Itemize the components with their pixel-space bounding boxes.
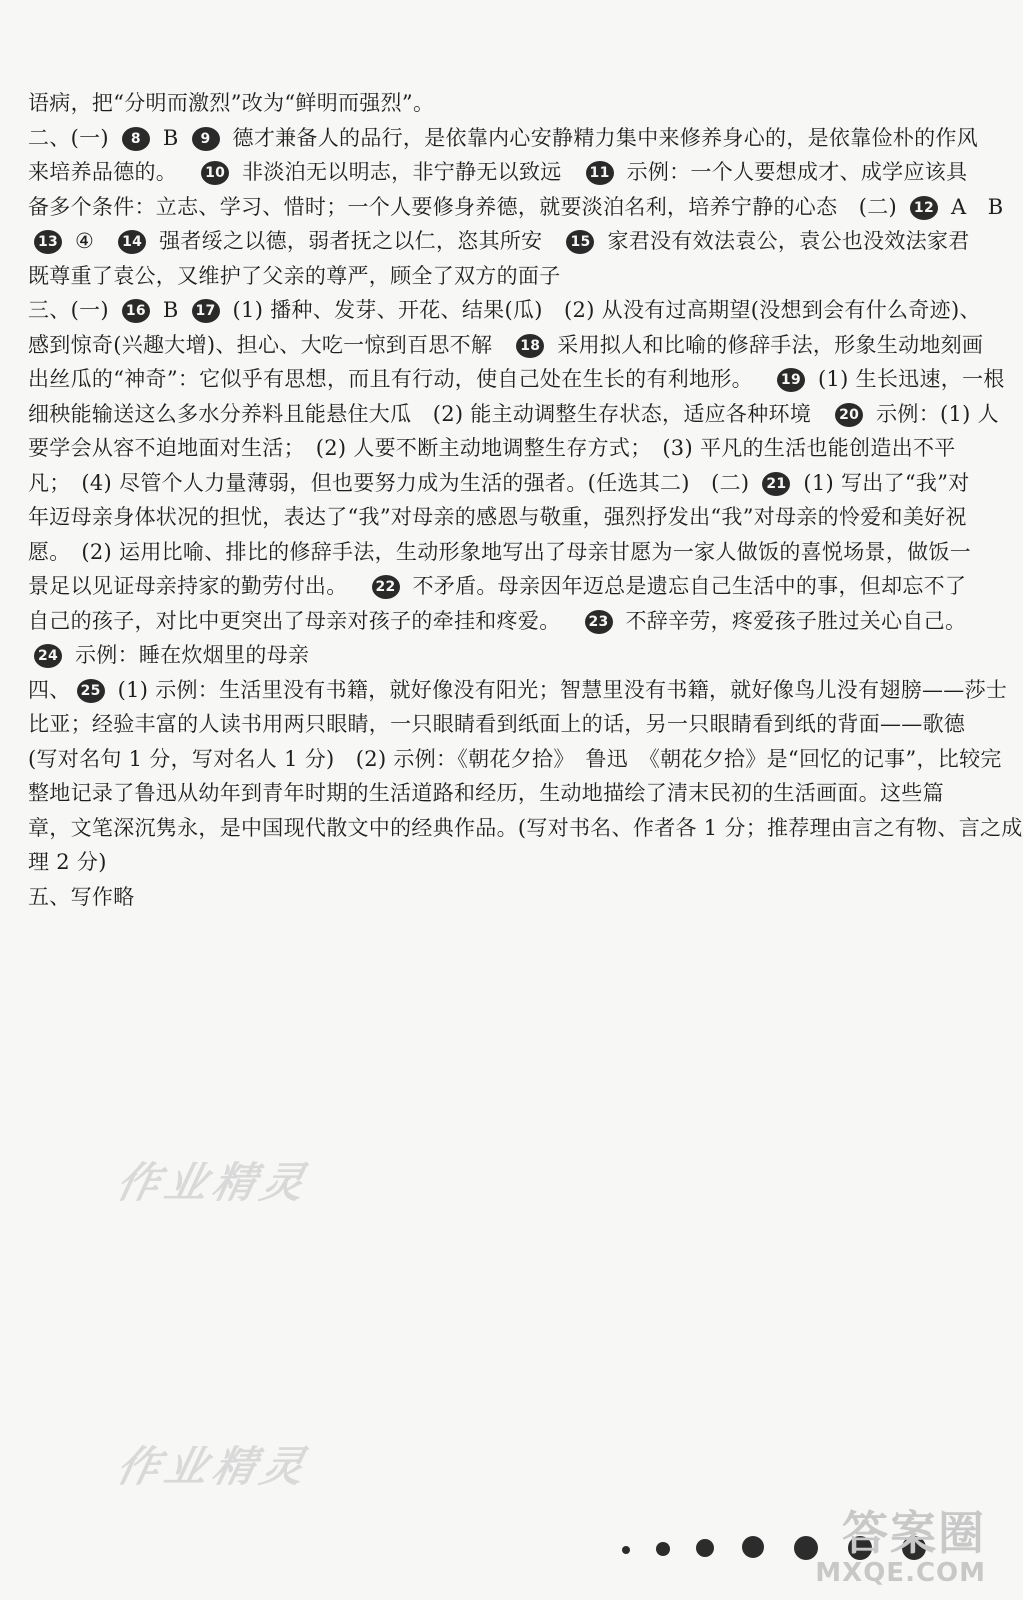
answer-line [28,86,976,121]
answer-line [28,845,976,880]
watermark-2: 作业精灵 [112,1442,315,1491]
answer-text: 示例：一个人要想成才、成学应该具 [619,160,968,184]
answer-text-block [28,86,1023,914]
answer-text: 整地记录了鲁迅从幼年到青年时期的生活道路和经历，生动地描绘了清末民初的生活画面。这些篇 [28,781,944,805]
question-number-badge: 16 [122,299,150,323]
answer-text: 不辞辛劳，疼爱孩子胜过关心自己。 [618,608,967,633]
answer-text: 示例：(1) 人 [869,401,999,426]
answer-text: 二、(一) [28,125,116,150]
question-number-badge: 11 [586,161,614,185]
answer-text: B [155,125,186,150]
question-number-badge: 23 [585,610,613,634]
answer-text: 自己的孩子，对比中更突出了母亲对孩子的牵挂和疼爱。 [28,608,561,633]
question-number-badge: 17 [192,299,220,323]
answer-line [28,742,1002,777]
corner-logo-text: 答案圈 [842,1506,986,1560]
answer-text: (1) 示例：生活里没有书籍，就好像没有阳光；智慧里没有书籍，就好像鸟儿没有翅膀——莎士 [110,677,1008,702]
answer-line [28,673,1008,708]
answer-text: 非淡泊无以明志，非宁静无以致远 [235,160,562,184]
question-number-badge: 14 [118,230,146,254]
question-number-badge: 15 [566,230,594,254]
answer-line [28,466,976,501]
answer-text: (1) 写出了“我”对 [796,470,970,495]
answer-text: 语病，把“分明而激烈”改为“鲜明而强烈”。 [28,91,435,115]
corner-logo-url: MXQE.COM [815,1558,986,1588]
answer-text: 不矛盾。母亲因年迈总是遗忘自己生活中的事，但却忘不了 [405,574,967,598]
answer-text: 景足以见证母亲持家的勤劳付出。 [28,574,348,598]
answer-line [28,500,976,535]
answer-line [28,707,976,742]
answer-line [28,259,976,294]
answer-line [28,535,976,570]
answer-line [28,811,1023,846]
answer-text: 出丝瓜的“神奇”：它似乎有思想，而且有行动，使自己处在生长的有利地形。 [28,367,753,391]
answer-line [28,397,999,432]
corner-logo-watermark [815,1508,986,1588]
answer-text: 强者绥之以德，弱者抚之以仁，恣其所安 [152,229,543,253]
answer-text: 比亚；经验丰富的人读书用两只眼睛，一只眼睛看到纸面上的话，另一只眼睛看到纸的背面——歌德 [28,712,966,736]
answer-text: 备多个条件：立志、学习、惜时；一个人要修身养德，就要淡泊名利，培养宁静的心态 (二) [28,194,904,219]
answer-text: 采用拟人和比喻的修辞手法，形象生动地刻画 [550,332,984,357]
answer-text: 感到惊奇(兴趣大增)、担心、大吃一惊到百思不解 [28,332,493,357]
answer-text: 德才兼备人的品行，是依靠内心安静精力集中来修养身心的，是依靠俭朴的作风 [225,125,979,150]
question-number-badge: 21 [762,472,790,496]
answer-text: 要学会从容不迫地面对生活； (2) 人要不断主动地调整生存方式； (3) 平凡的生活也能创造出不平 [28,436,956,460]
question-number-badge: 24 [34,644,62,668]
answer-line [28,293,981,328]
answer-text: 理 2 分) [28,850,107,874]
question-number-badge: 12 [910,196,938,220]
answer-text: 五、写作略 [28,884,135,909]
question-number-badge: 19 [777,368,805,392]
answer-text: 三、(一) [28,298,116,322]
answer-text: (写对名句 1 分，写对名人 1 分) (2) 示例：《朝花夕拾》 鲁迅 《朝花夕拾》是“回忆的记事”，比较完 [28,746,1002,771]
answer-line [28,431,976,466]
answer-line [28,155,976,190]
answer-text: 凡； (4) 尽管个人力量薄弱，但也要努力成为生活的强者。(任选其二) (二) [28,470,757,495]
answer-line [28,224,976,259]
answer-text: 细秧能输送这么多水分养料且能悬住大瓜 (2) 能主动调整生存状态，适应各种环境 [28,401,812,426]
answer-line [28,362,1005,397]
answer-line [28,569,976,604]
answer-text: 来培养品德的。 [28,160,178,184]
answer-text: B [155,298,186,322]
question-number-badge: 22 [372,575,400,599]
answer-text: 既尊重了袁公，又维护了父亲的尊严，顾全了双方的面子 [28,263,561,288]
dot-4 [742,1536,764,1558]
question-number-badge: 25 [77,679,105,703]
answer-line [28,121,979,156]
answer-line [28,190,1004,225]
answer-line [28,776,976,811]
answer-line [28,328,984,363]
answer-text: (1) 生长迅速，一根 [810,367,1005,391]
question-number-badge: 18 [516,334,544,358]
dot-2 [656,1542,670,1556]
answer-text: 家君没有效法袁公，袁公也没效法家君 [600,229,970,253]
dot-1 [622,1546,630,1554]
question-number-badge: 13 [34,230,62,254]
answer-text: ④ [68,229,95,253]
answer-text: 愿。 (2) 运用比喻、排比的修辞手法，生动形象地写出了母亲甘愿为一家人做饭的喜悦场景，做饭一 [28,539,972,564]
question-number-badge: 9 [192,127,220,151]
answer-text: 章，文笔深沉隽永，是中国现代散文中的经典作品。(写对书名、作者各 1 分；推荐理由言之有物、言之成 [28,815,1023,840]
answer-line [28,638,976,673]
answer-line [28,880,976,915]
question-number-badge: 10 [201,161,229,185]
question-number-badge: 20 [835,403,863,427]
watermark-1: 作业精灵 [112,1158,315,1207]
answer-text: 四、 [28,677,71,702]
question-number-badge: 8 [122,127,150,151]
answer-text: A B [943,194,1004,219]
answer-line [28,604,976,639]
dot-3 [696,1539,714,1557]
answer-text: 示例：睡在炊烟里的母亲 [68,643,310,667]
answer-text: 年迈母亲身体状况的担忧，表达了“我”对母亲的感恩与敬重，强烈抒发出“我”对母亲的怜爱和美好祝 [28,505,967,529]
answer-text: (1) 播种、发芽、开花、结果(瓜) (2) 从没有过高期望(没想到会有什么奇迹)、 [225,298,981,322]
